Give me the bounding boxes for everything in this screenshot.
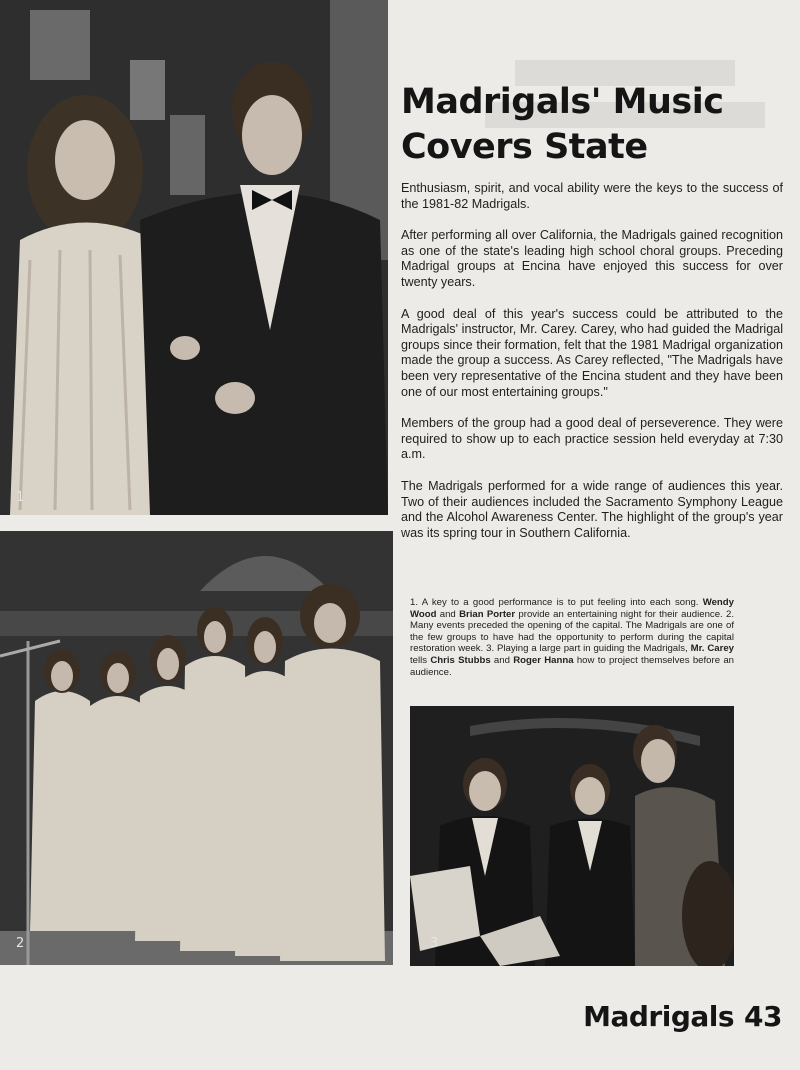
page-number: 43 bbox=[744, 1000, 782, 1033]
caption-1-name-2: Brian Porter bbox=[459, 608, 516, 620]
caption-3-and: and bbox=[490, 654, 514, 666]
caption-1-start: 1. A key to a good performance is to put feeling into each song. bbox=[410, 597, 703, 608]
paragraph-2: After performing all over California, the Madrigals gained recognition as one of the state's leading high school choral groups. Preceding Madrigal groups at Encina have enjoyed this success for over twenty years. bbox=[401, 228, 783, 289]
caption-3-end: how to project themselves before an audience. bbox=[410, 654, 734, 678]
caption-3-name-2: Chris Stubbs bbox=[430, 654, 491, 666]
photo-choir-illustration bbox=[0, 531, 393, 965]
paragraph-5: The Madrigals performed for a wide range of audiences this year. Two of their audiences included the Sacramento Symphony League and the Alcohol Awareness Center. The highlight of the group's year was its spring tour in Southern California. bbox=[401, 478, 783, 540]
article-body bbox=[401, 181, 783, 557]
photo-number-1: 1 bbox=[16, 490, 25, 505]
article-title bbox=[401, 80, 781, 170]
caption-1-name-1: Wendy Wood bbox=[410, 597, 734, 620]
title-line-1: Madrigals' Music bbox=[401, 82, 724, 122]
photo-madrigal-choir bbox=[0, 531, 393, 965]
photo-duet-illustration bbox=[0, 0, 388, 515]
title-line-2: Covers State bbox=[401, 127, 648, 167]
captions-text bbox=[410, 597, 734, 678]
paragraph-1: Enthusiasm, spirit, and vocal ability were the keys to the success of the 1981-82 Madrigals. bbox=[401, 181, 783, 211]
caption-3-mid: tells bbox=[410, 654, 431, 666]
section-name: Madrigals bbox=[583, 1000, 735, 1033]
caption-3-name-3: Roger Hanna bbox=[513, 654, 574, 666]
photo-duet-singers bbox=[0, 0, 388, 515]
caption-2: 2. Many events preceded the opening of the capital. The Madrigals are one of the few groups to have had the opportunity to perform during the capital restoration week. bbox=[410, 608, 735, 655]
caption-3-name-1: Mr. Carey bbox=[690, 643, 734, 655]
page-footer bbox=[583, 1000, 782, 1033]
photo-carey-coaching bbox=[410, 706, 734, 966]
caption-1-and: and bbox=[436, 608, 460, 620]
photo-coaching-illustration bbox=[410, 706, 734, 966]
photo-captions bbox=[410, 597, 734, 678]
caption-3-start: 3. Playing a large part in guiding the Madrigals, bbox=[486, 643, 691, 655]
paragraph-3: A good deal of this year's success could be attributed to the Madrigals' instructor, Mr. Carey. Carey, who had guided the Madrigal groups since their formation, felt that the 1981 Madrigal organization made the group a success. As Carey reflected, "The Madrigals have been very representative of the Encina student and they have been one of our most entertaining groups." bbox=[401, 306, 783, 399]
photo-number-2: 2 bbox=[16, 936, 25, 951]
caption-1-end: provide an entertaining night for their audience. bbox=[515, 608, 726, 620]
photo-number-3: 3 bbox=[430, 936, 439, 951]
paragraph-4: Members of the group had a good deal of perseverence. They were required to show up to each practice session held everyday at 7:30 a.m. bbox=[401, 416, 783, 462]
